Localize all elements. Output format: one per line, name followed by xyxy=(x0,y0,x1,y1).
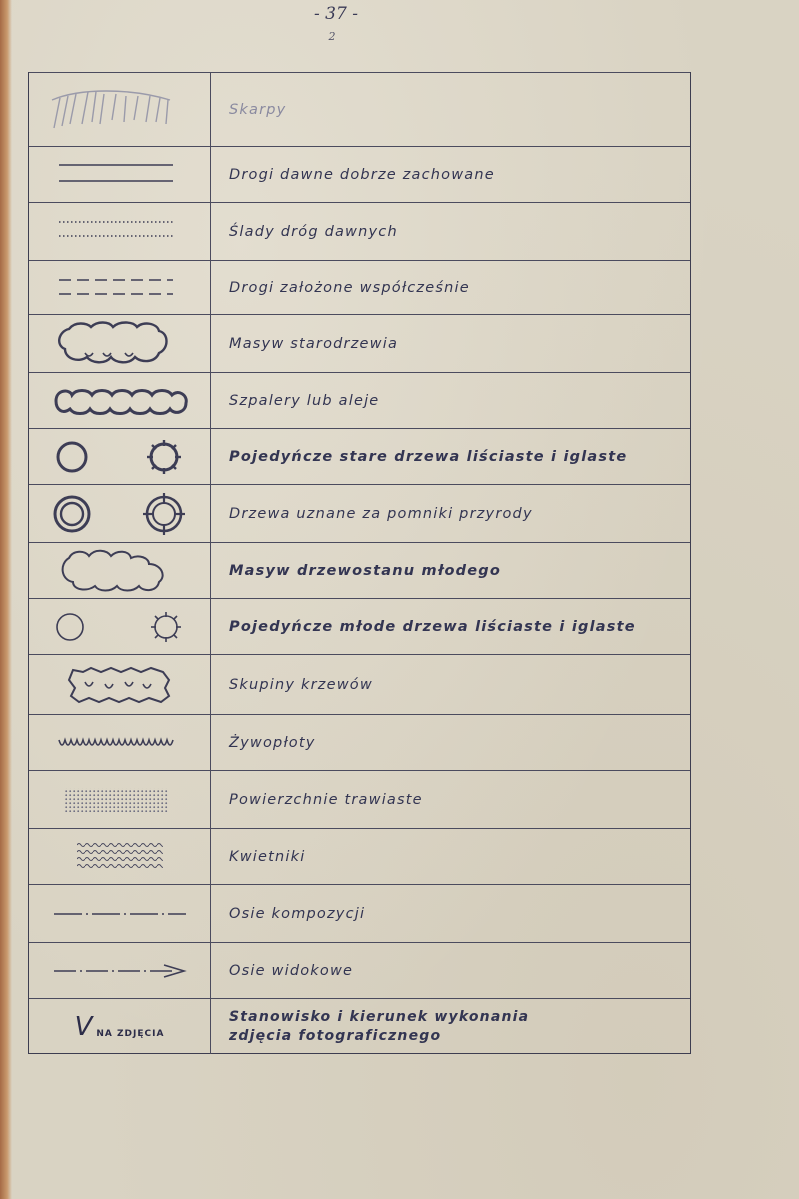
solid-double-lines-icon xyxy=(29,147,211,202)
map-legend-table xyxy=(28,72,691,1054)
legend-label: Osie kompozycji xyxy=(229,905,366,922)
legend-label: Pojedyńcze stare drzewa liściaste i iglaste xyxy=(229,448,628,465)
legend-row-shrub-groups xyxy=(29,654,690,714)
young-tree-mass-icon xyxy=(29,543,211,598)
legend-row-slopes xyxy=(29,72,690,146)
single-young-trees-icon xyxy=(29,599,211,654)
grass-surfaces-icon xyxy=(29,771,211,828)
dotted-double-lines-icon xyxy=(29,203,211,260)
single-old-trees-icon xyxy=(29,429,211,484)
legend-row-flower-beds xyxy=(29,828,690,884)
flower-beds-icon xyxy=(29,829,211,884)
legend-label: Powierzchnie trawiaste xyxy=(229,791,423,808)
legend-row-single-young-trees xyxy=(29,598,690,654)
dashed-double-lines-icon xyxy=(29,261,211,314)
legend-label: Pojedyńcze młode drzewa liściaste i iglaste xyxy=(229,618,636,635)
legend-label: Skarpy xyxy=(229,101,287,118)
legend-label: Szpalery lub aleje xyxy=(229,392,380,409)
legend-row-photo-station xyxy=(29,998,690,1054)
legend-row-hedges xyxy=(29,714,690,770)
legend-row-grass xyxy=(29,770,690,828)
legend-label: Masyw drzewostanu młodego xyxy=(229,562,502,579)
legend-row-view-axes xyxy=(29,942,690,998)
page-binding-edge xyxy=(0,0,12,1199)
legend-label: Drogi założone współcześnie xyxy=(229,279,470,296)
legend-row-tree-rows xyxy=(29,372,690,428)
composition-axes-icon xyxy=(29,885,211,942)
legend-label: Stanowisko i kierunek wykonania zdjęcia fotograficznego xyxy=(229,1008,530,1044)
legend-row-old-tree-mass xyxy=(29,314,690,372)
legend-label: Żywopłoty xyxy=(229,734,316,751)
legend-row-young-tree-mass xyxy=(29,542,690,598)
legend-label: Drzewa uznane za pomniki przyrody xyxy=(229,505,533,522)
monument-trees-icon xyxy=(29,485,211,542)
legend-row-composition-axes xyxy=(29,884,690,942)
legend-row-monument-trees xyxy=(29,484,690,542)
legend-label: Skupiny krzewów xyxy=(229,676,373,693)
view-axes-icon xyxy=(29,943,211,998)
legend-row-modern-roads xyxy=(29,260,690,314)
legend-label: Osie widokowe xyxy=(229,962,354,979)
legend-row-single-old-trees xyxy=(29,428,690,484)
shrub-groups-icon xyxy=(29,655,211,714)
legend-row-road-traces xyxy=(29,202,690,260)
slopes-hatching-icon xyxy=(29,73,211,146)
legend-label: Drogi dawne dobrze zachowane xyxy=(229,166,495,183)
page-sub-number: 2 xyxy=(328,30,336,43)
photo-station-icon xyxy=(29,999,211,1054)
hedges-icon xyxy=(29,715,211,770)
legend-label: Kwietniki xyxy=(229,848,306,865)
old-tree-mass-icon xyxy=(29,315,211,372)
tree-rows-icon xyxy=(29,373,211,428)
legend-label: Ślady dróg dawnych xyxy=(229,223,398,240)
legend-row-old-roads xyxy=(29,146,690,202)
photo-caption: NA ZDJĘCIA xyxy=(96,1028,165,1039)
legend-label: Masyw starodrzewia xyxy=(229,335,399,352)
page-number: - 37 - xyxy=(314,4,358,24)
photo-v-mark: V xyxy=(74,1011,93,1042)
